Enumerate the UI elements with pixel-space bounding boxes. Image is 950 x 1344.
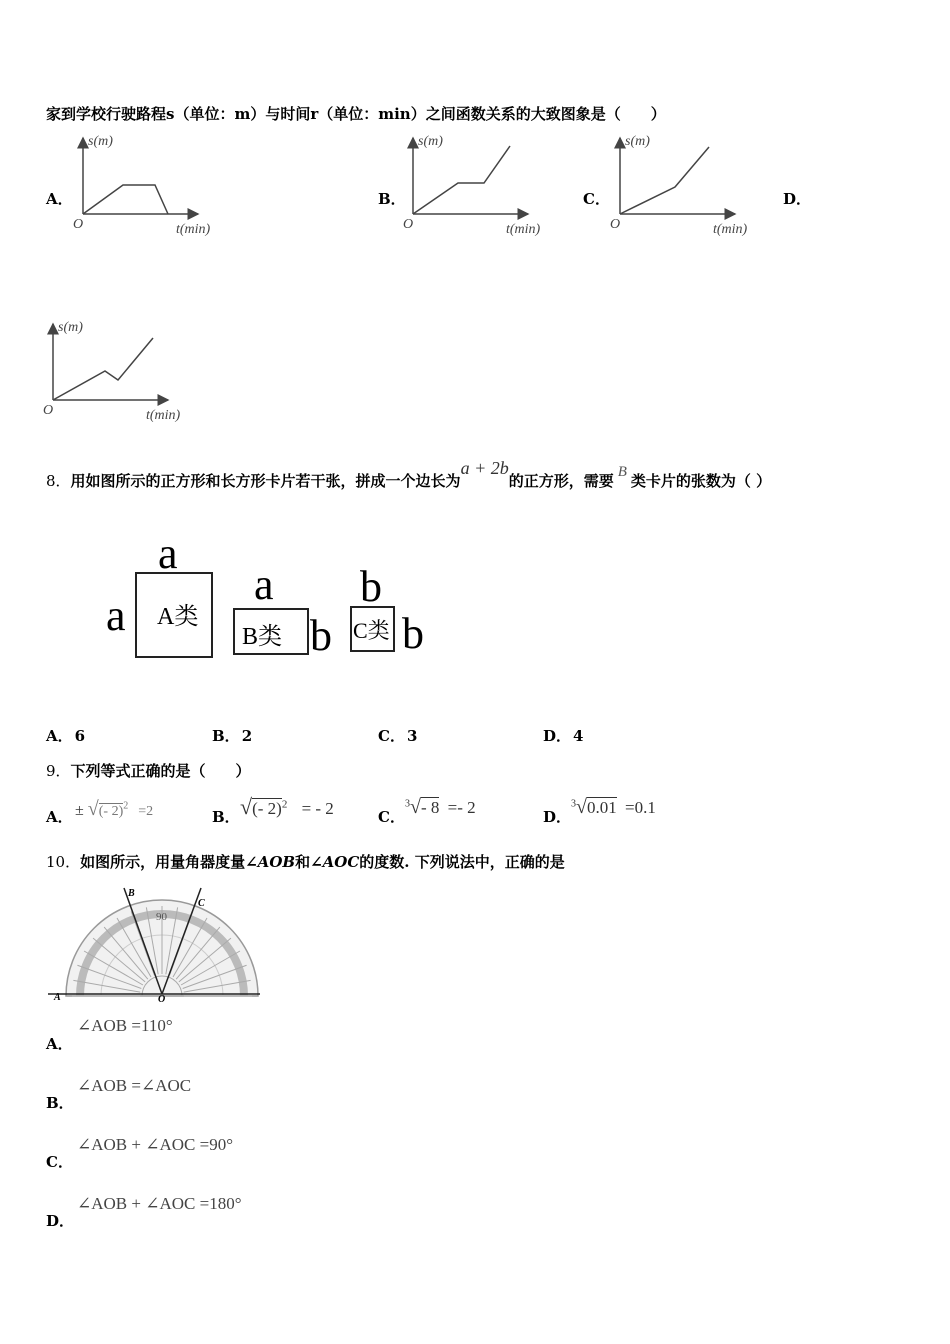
x-axis-label: t(min)	[146, 408, 181, 423]
y-axis-label: s(m)	[418, 134, 443, 149]
q7-option-a-label: A．	[46, 190, 73, 208]
card-c	[350, 606, 395, 652]
y-axis-label: s(m)	[88, 134, 113, 149]
y-axis-label: s(m)	[58, 320, 83, 335]
card-a-top-label: a	[158, 529, 178, 578]
q9-option-a-label: A．	[46, 808, 73, 826]
card-c-right-label: b	[402, 609, 424, 658]
x-axis-label: t(min)	[713, 222, 748, 237]
q10-option-b-label: B．	[46, 1094, 74, 1112]
q9-option-b-label: B．	[212, 808, 240, 826]
q10-option-a-label: A．	[46, 1035, 73, 1053]
card-a-text: A类	[157, 604, 199, 630]
card-b-right-label: b	[310, 611, 332, 660]
q8-number: 8．	[46, 472, 71, 490]
origin-label: O	[403, 217, 414, 232]
q10-option-b-expr[interactable]: ∠AOB =∠AOC	[77, 1076, 192, 1095]
q9-option-a-expr[interactable]: ± √(- 2)$^2$ =2	[75, 798, 154, 820]
q8-option-d[interactable]: D． 4	[543, 727, 584, 745]
point-b-label: B	[128, 888, 135, 899]
q10-number: 10．	[46, 853, 81, 871]
q10-option-c-label: C．	[46, 1153, 73, 1171]
q10-protractor-figure	[46, 884, 264, 1004]
q8-option-a[interactable]: A． 6	[46, 727, 86, 745]
point-a-label: A	[54, 992, 61, 1003]
card-b	[233, 608, 309, 655]
q8-cards-figure	[100, 530, 440, 670]
q10-stem: 10．如图所示，用量角器度量∠AOB和∠AOC的度数. 下列说法中，正确的是	[46, 853, 565, 871]
card-c-top-label: b	[360, 562, 382, 611]
q8-stem: 8．用如图所示的正方形和长方形卡片若干张，拼成一个边长为a + 2b的正方形，需要 B 类卡片的张数为（ ）	[46, 458, 772, 490]
q8-option-c[interactable]: C． 3	[378, 727, 418, 745]
x-axis-label: t(min)	[506, 222, 541, 237]
q9-option-d-label: D．	[543, 808, 572, 826]
origin-label: O	[610, 217, 621, 232]
q10-option-a-expr[interactable]: ∠AOB =110°	[77, 1016, 173, 1035]
point-c-label: C	[198, 898, 205, 909]
card-c-text: C类	[353, 618, 390, 643]
q9-option-c-label: C．	[378, 808, 405, 826]
q8-expr: a + 2b	[460, 458, 509, 478]
card-b-text: B类	[242, 624, 283, 650]
q8-var-b: B	[617, 464, 627, 480]
q7-graph-b	[398, 132, 558, 240]
card-a	[135, 572, 213, 658]
card-a-left-label: a	[106, 591, 126, 640]
origin-label: O	[73, 217, 84, 232]
card-b-top-label: a	[254, 560, 274, 609]
x-axis-label: t(min)	[176, 222, 211, 237]
q9-stem: 9．下列等式正确的是（ ）	[46, 762, 251, 780]
q7-graph-d	[38, 318, 198, 426]
y-axis-label: s(m)	[625, 134, 650, 149]
q9-option-c-expr[interactable]: $^3$√- 8 =- 2	[405, 796, 476, 818]
q7-graph-a	[68, 132, 228, 240]
q9-option-b-expr[interactable]: √(- 2)$^2$ = - 2	[240, 794, 334, 819]
q7-graph-c	[605, 132, 765, 240]
q9-number: 9．	[46, 762, 71, 780]
q10-option-c-expr[interactable]: ∠AOB + ∠AOC =90°	[77, 1135, 233, 1154]
q10-option-d-expr[interactable]: ∠AOB + ∠AOC =180°	[77, 1194, 242, 1213]
q7-option-d-label: D．	[783, 190, 812, 208]
q7-stem: 家到学校行驶路程s（单位：m）与时间r（单位：min）之间函数关系的大致图象是（ ）	[46, 105, 666, 123]
q10-option-d-label: D．	[46, 1212, 75, 1230]
origin-label: O	[43, 403, 54, 418]
q9-option-d-expr[interactable]: $^3$√0.01 =0.1	[571, 796, 656, 818]
q8-option-b[interactable]: B． 2	[212, 727, 253, 745]
q7-option-c-label: C．	[583, 190, 610, 208]
q7-option-b-label: B．	[378, 190, 406, 208]
protractor-90-label: 90	[156, 911, 167, 923]
point-o-label: O	[158, 994, 166, 1004]
